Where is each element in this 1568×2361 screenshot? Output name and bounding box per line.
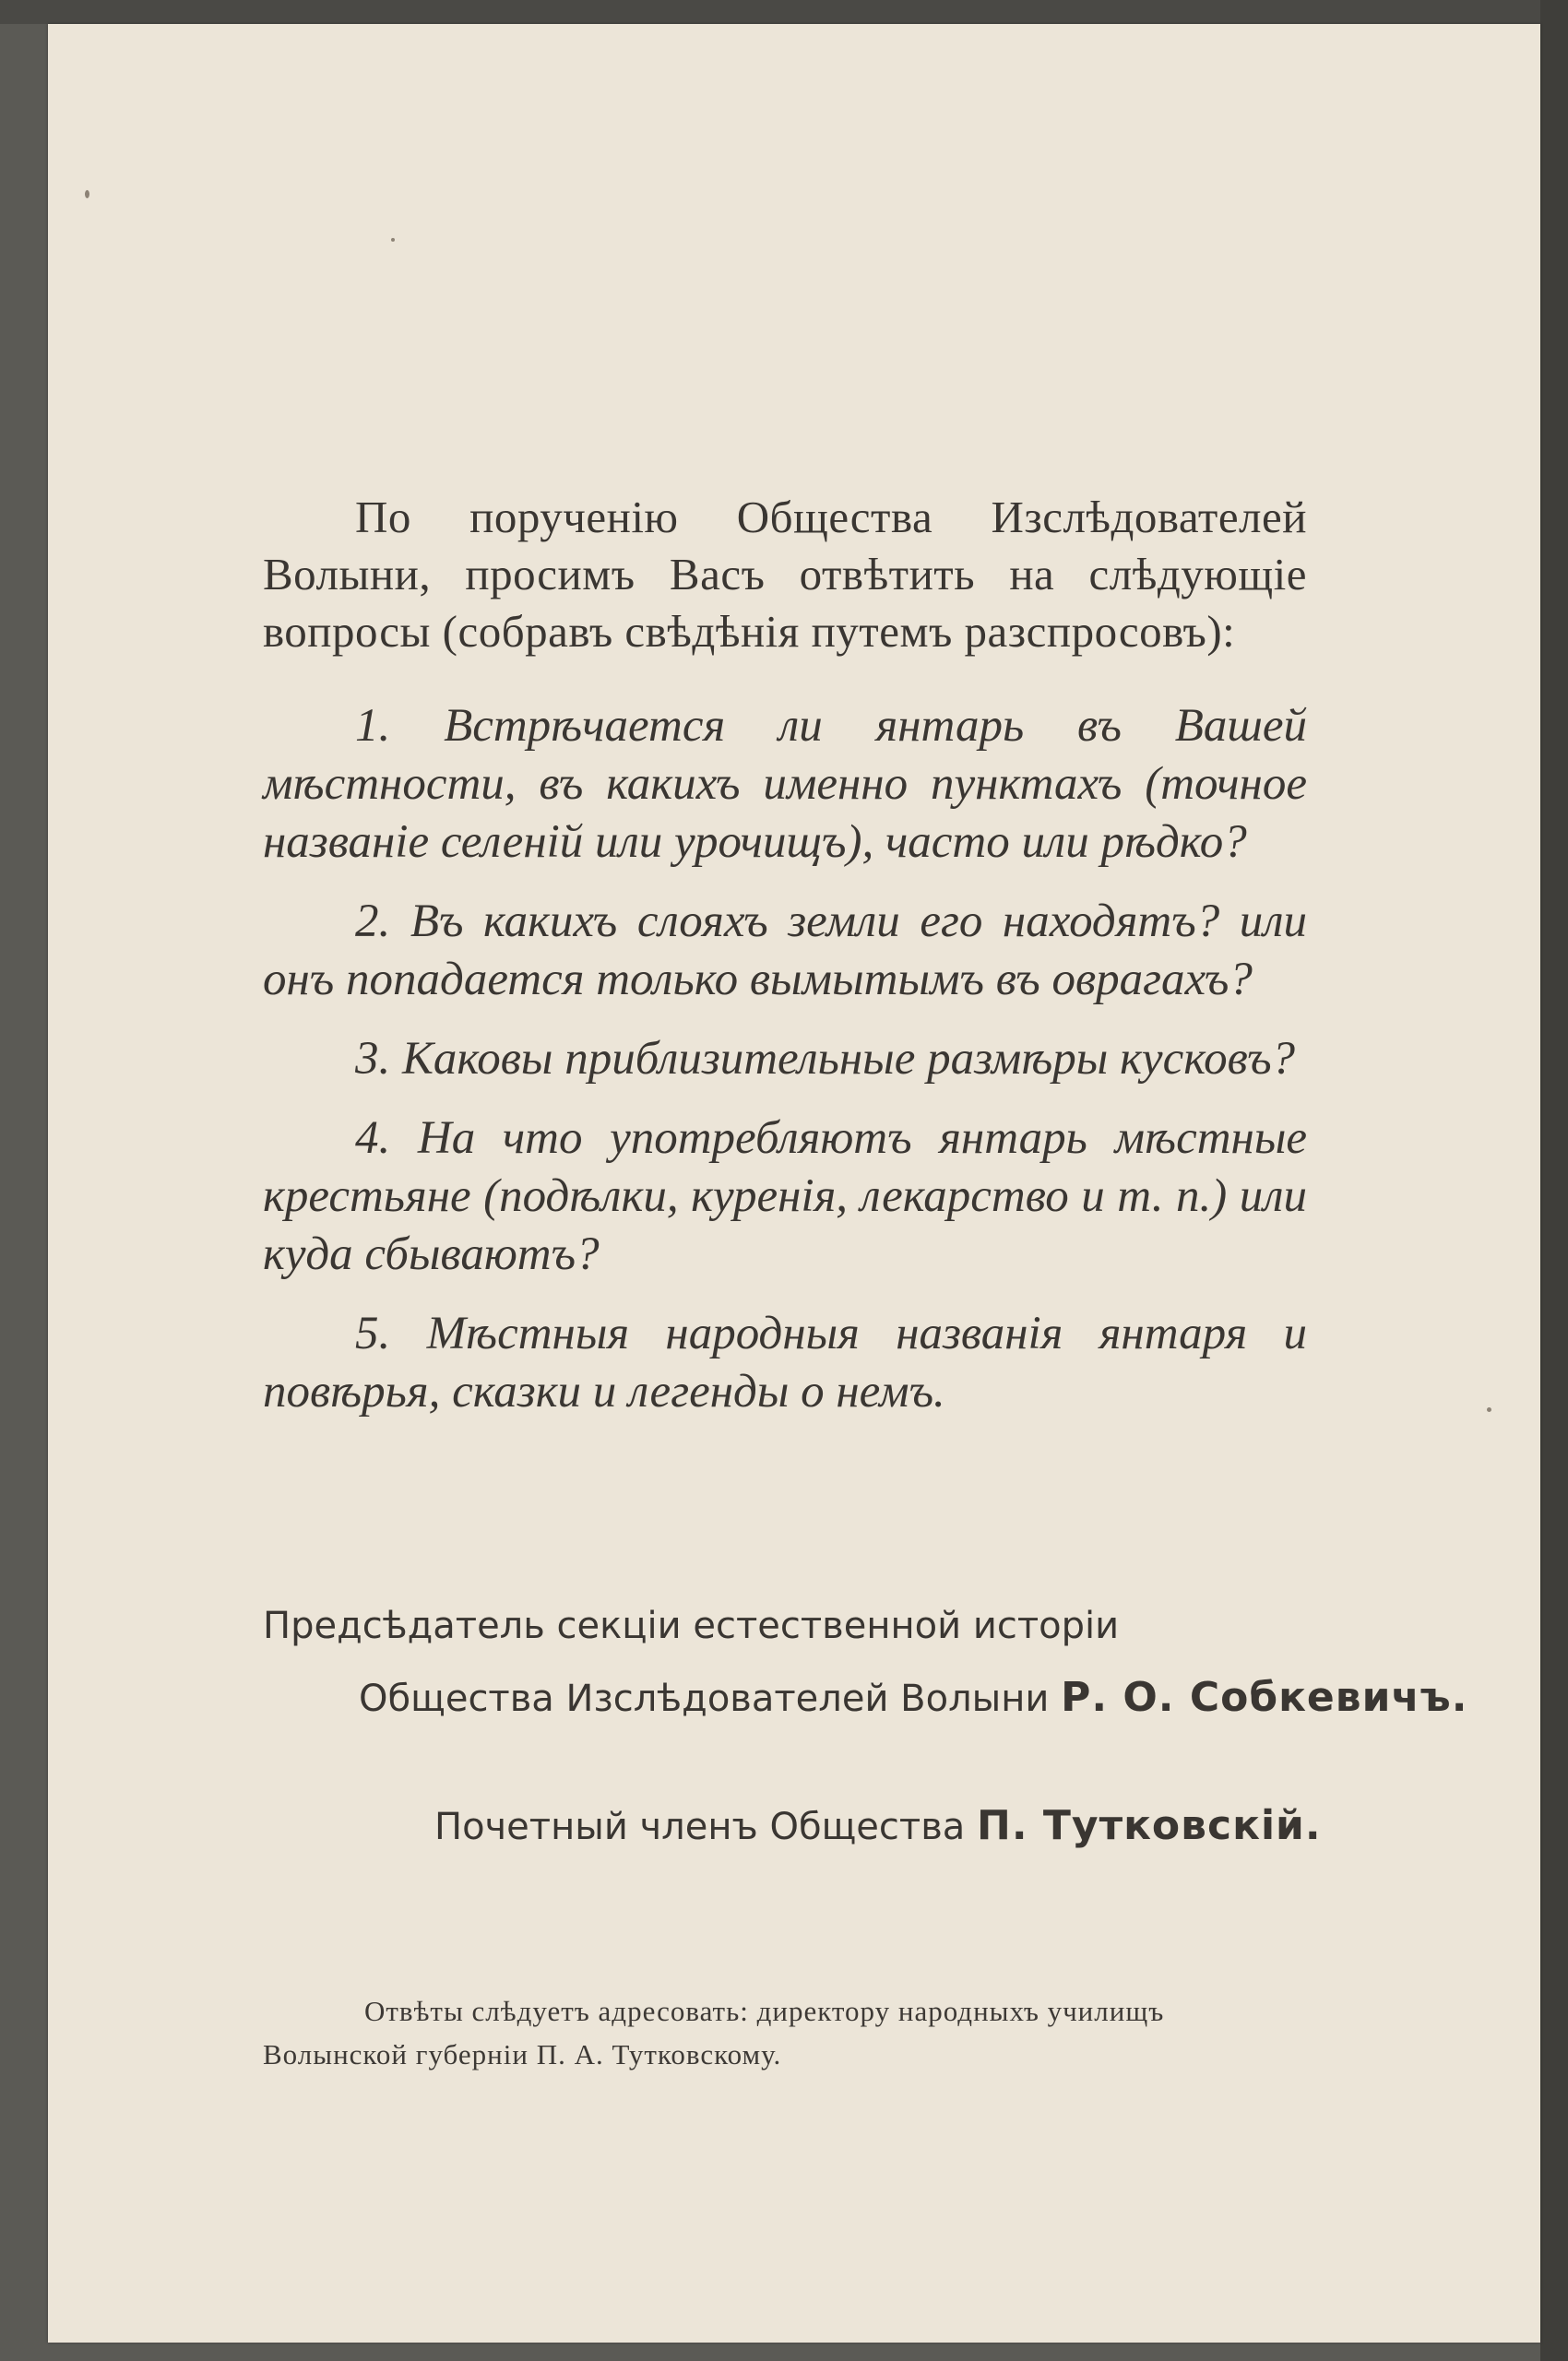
question-number: 3. [355,1033,391,1085]
society-name: Общества Изслѣдователей Волыни [359,1678,1050,1720]
intro-text: По порученію Общества Изслѣдователей Волыни, просимъ Васъ отвѣтить на слѣдующіе вопросы (собравъ свѣдѣнія путемъ разспросовъ): [263,492,1307,657]
chairman-name: Р. О. Собкевичъ. [1061,1674,1468,1721]
paper-speck [1487,1407,1491,1412]
honorary-member-title: Почетный членъ Общества [434,1806,966,1848]
question-item [263,1305,1307,1421]
honorary-member-signature [434,1802,1322,1849]
question-item [263,893,1307,1009]
question-text: Въ какихъ слояхъ земли его находятъ? или онъ попадается только вымытымъ въ оврагахъ? [263,896,1308,1005]
question-item [263,697,1307,872]
paper-speck [391,238,395,242]
question-text: Мѣстныя народныя названія янтаря и повѣрья, сказки и легенды о немъ. [263,1308,1308,1418]
address-note [263,1989,1307,2076]
intro-paragraph [263,489,1307,660]
question-number: 4. [355,1112,391,1164]
address-note-line: Отвѣты слѣдуетъ адресовать: директору народныхъ училищъ [364,1995,1165,2027]
paper-speck [85,190,89,198]
scan-right-edge [1540,0,1568,2361]
scan-top-edge [0,0,1568,24]
question-text: Встрѣчается ли янтарь въ Вашей мѣстности, въ какихъ именно пунктахъ (точное названіе селеній или урочищъ), часто или рѣдко? [263,700,1307,868]
question-number: 2. [355,896,391,947]
questions-list [263,697,1307,1442]
question-number: 5. [355,1308,391,1359]
question-text: Каковы приблизительные размѣры кусковъ? [402,1033,1296,1085]
question-item [263,1109,1307,1284]
question-number: 1. [355,700,391,752]
chairman-signature [359,1674,1467,1721]
honorary-member-name: П. Тутковскій. [977,1802,1322,1849]
question-text: На что употребляютъ янтарь мѣстные крестьяне (подѣлки, куренія, лекарство и т. п.) или куда сбываютъ? [263,1112,1308,1280]
question-item [263,1030,1307,1088]
address-note-line: Волынской губерніи П. А. Тутковскому. [263,2038,782,2070]
chairman-title: Предсѣдатель секціи естественной исторіи [263,1605,1120,1647]
